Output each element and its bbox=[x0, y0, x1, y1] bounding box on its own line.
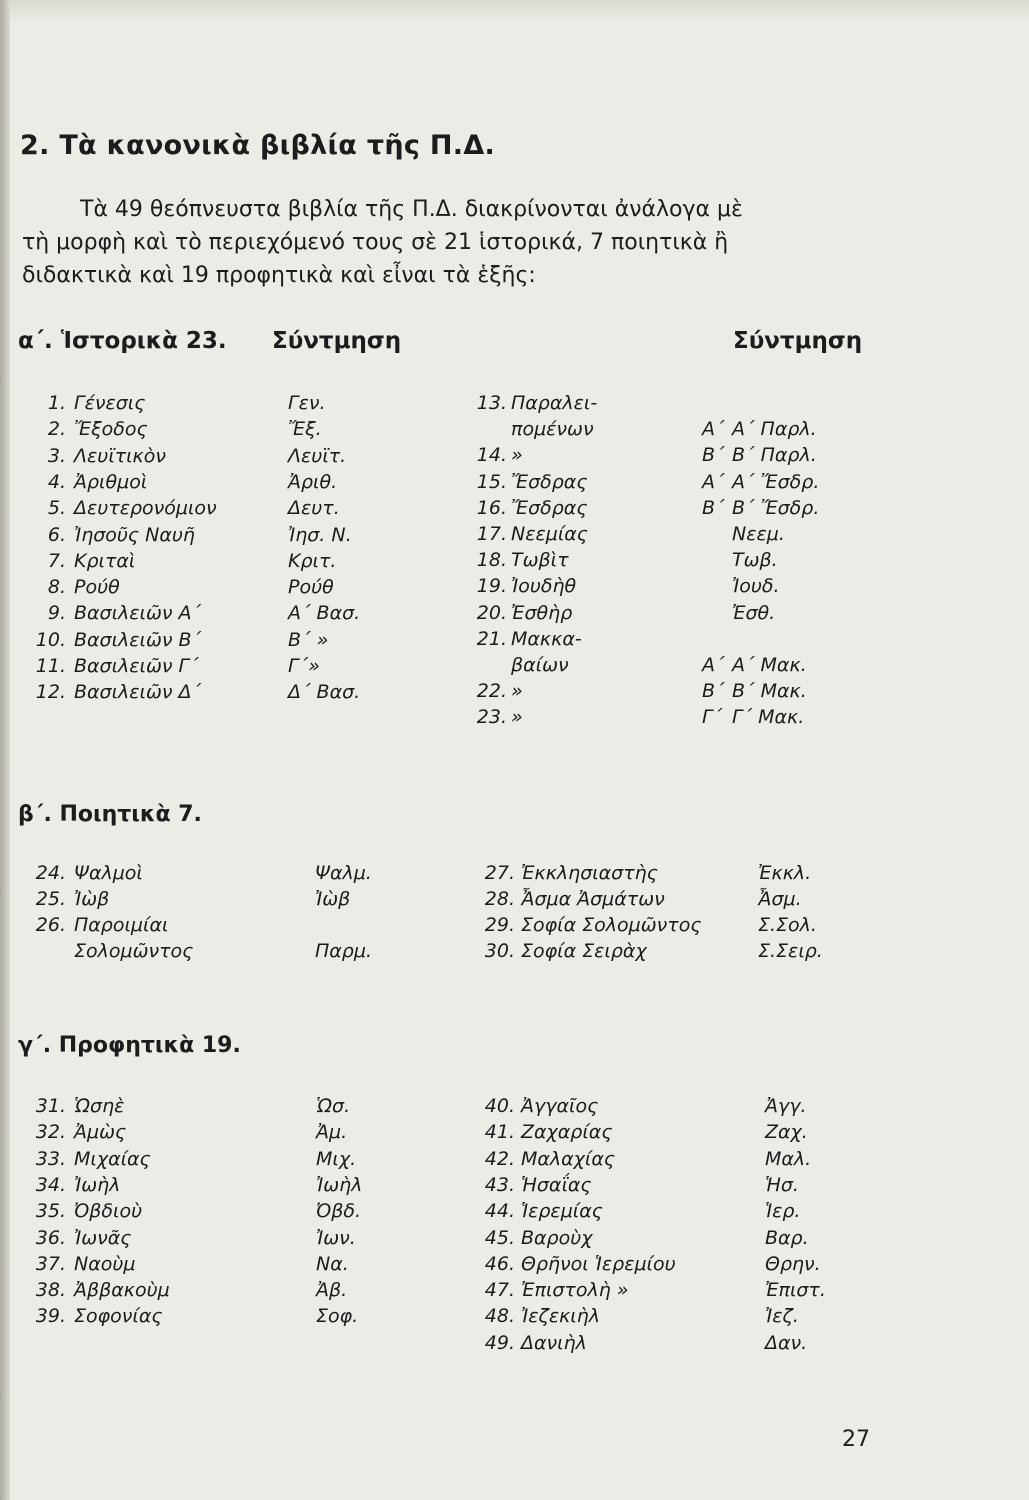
historical-book-left-name: Δευτερονόμιον bbox=[74, 497, 217, 520]
prophetic-book-right-number: 47. bbox=[484, 1279, 515, 1302]
historical-book-right-name: Ἰουδὴθ bbox=[511, 575, 577, 598]
poetic-book-left-number: 24. bbox=[35, 862, 66, 884]
historical-book-left-number: 3. bbox=[47, 444, 66, 467]
poetic-book-left-name: Ἰὼβ bbox=[74, 888, 110, 910]
historical-book-right-name: Νεεμίας bbox=[511, 523, 588, 545]
historical-book-right-abbreviation: Β΄ Μακ. bbox=[732, 680, 807, 703]
historical-book-right-abbreviation: Ἐσθ. bbox=[732, 601, 776, 624]
poetic-book-left-number: 25. bbox=[35, 888, 66, 910]
intro-line-1: Τὰ 49 θεόπνευστα βιβλία τῆς Π.Δ. διακρίνονται ἀνάλογα μὲ bbox=[80, 197, 743, 222]
prophetic-book-left-number: 39. bbox=[35, 1305, 66, 1328]
historical-book-left-number: 11. bbox=[35, 655, 66, 677]
prophetic-book-left-name: Ὡσηὲ bbox=[74, 1095, 125, 1117]
poetic-book-right-number: 28. bbox=[484, 888, 515, 910]
historical-book-left-abbreviation: Ἰησ. Ν. bbox=[288, 523, 352, 546]
historical-book-right-abbreviation: Α΄ Παρλ. bbox=[732, 418, 817, 441]
historical-book-right-volume-mark: Α΄ bbox=[702, 418, 725, 441]
prophetic-book-right-number: 49. bbox=[484, 1331, 515, 1354]
historical-book-left-name: Ἀριθμοὶ bbox=[74, 470, 148, 493]
prophetic-book-right-number: 43. bbox=[484, 1173, 515, 1196]
prophetic-book-left-number: 33. bbox=[35, 1147, 66, 1170]
historical-book-left-name: Ρούθ bbox=[74, 576, 120, 599]
historical-heading: α΄. Ἱστορικὰ 23. bbox=[18, 328, 227, 354]
prophetic-book-right-number: 42. bbox=[484, 1147, 515, 1170]
prophetic-book-left-name: Ἰωὴλ bbox=[74, 1173, 121, 1196]
prophetic-book-left-number: 35. bbox=[35, 1200, 66, 1223]
historical-book-right-volume-mark: Β΄ bbox=[702, 496, 725, 519]
poetic-book-right-number: 29. bbox=[484, 914, 515, 936]
historical-book-left-number: 9. bbox=[47, 602, 66, 625]
prophetic-book-right-abbreviation: Ἀγγ. bbox=[765, 1095, 807, 1117]
poetic-book-left-abbreviation: Ψαλμ. bbox=[315, 862, 372, 884]
historical-book-right-abbreviation: Α΄ Ἔσδρ. bbox=[732, 470, 820, 493]
prophetic-book-left-number: 31. bbox=[35, 1095, 66, 1117]
historical-book-left-abbreviation: Ρούθ bbox=[288, 576, 334, 599]
historical-book-right-name: » bbox=[511, 444, 523, 467]
prophetic-book-left-name: Ἀββακοὺμ bbox=[74, 1279, 170, 1302]
prophetic-book-left-abbreviation: Σοφ. bbox=[316, 1305, 359, 1328]
poetic-book-left-name: Ψαλμοὶ bbox=[74, 862, 143, 884]
historical-abbr-header-left: Σύντμηση bbox=[272, 328, 402, 354]
prophetic-book-right-abbreviation: Ἡσ. bbox=[765, 1173, 799, 1196]
historical-book-right-number: 16. bbox=[476, 496, 507, 519]
prophetic-book-left-abbreviation: Ὡσ. bbox=[316, 1095, 351, 1117]
prophetic-book-left-abbreviation: Ἀμ. bbox=[316, 1121, 348, 1144]
historical-book-right-number: 20. bbox=[476, 601, 507, 624]
prophetic-book-right-name: Μαλαχίας bbox=[521, 1147, 616, 1170]
historical-book-right-name: Ἔσδρας bbox=[511, 496, 588, 519]
prophetic-book-right-number: 48. bbox=[484, 1305, 515, 1328]
historical-book-right-number: 13. bbox=[476, 392, 507, 414]
historical-book-left-number: 7. bbox=[47, 549, 66, 572]
historical-book-right-name: Ἐσθὴρ bbox=[511, 601, 573, 624]
historical-book-right-number: 19. bbox=[476, 575, 507, 598]
prophetic-book-left-abbreviation: Ἰων. bbox=[316, 1226, 356, 1249]
historical-book-left-name: Βασιλειῶν Β΄ bbox=[74, 628, 202, 651]
historical-book-left-name: Ἰησοῦς Ναυῆ bbox=[74, 523, 195, 546]
historical-book-right-volume-mark: Β΄ bbox=[702, 680, 725, 703]
historical-book-left-number: 6. bbox=[47, 523, 66, 546]
prophetic-book-left-name: Ναοὺμ bbox=[74, 1252, 136, 1275]
intro-line-2: τὴ μορφὴ καὶ τὸ περιεχόμενό τους σὲ 21 ἱστορικά, 7 ποιητικὰ ἢ bbox=[22, 230, 729, 255]
poetic-book-left-name: Παροιμίαι bbox=[74, 914, 169, 936]
historical-book-right-name: βαίων bbox=[511, 654, 569, 676]
prophetic-book-right-abbreviation: Δαν. bbox=[765, 1331, 808, 1354]
prophetic-book-right-name: Ἀγγαῖος bbox=[521, 1095, 599, 1117]
historical-book-right-name: » bbox=[511, 680, 523, 703]
prophetic-book-left-name: Ὀβδιοὺ bbox=[74, 1200, 143, 1223]
historical-book-right-volume-mark: Β΄ bbox=[702, 444, 725, 467]
prophetic-book-right-name: Βαροὺχ bbox=[521, 1226, 593, 1249]
prophetic-book-right-abbreviation: Μαλ. bbox=[765, 1147, 812, 1170]
historical-book-left-abbreviation: Κριτ. bbox=[288, 549, 337, 572]
poetic-book-right-name: Ἐκκλησιαστὴς bbox=[521, 862, 658, 884]
prophetic-book-right-number: 40. bbox=[484, 1095, 515, 1117]
poetic-book-right-name: Ἆσμα Ἀσμάτων bbox=[521, 888, 665, 910]
prophetic-book-left-number: 34. bbox=[35, 1173, 66, 1196]
prophetic-book-right-abbreviation: Θρην. bbox=[765, 1252, 821, 1275]
page-edge-shadow bbox=[0, 0, 10, 1500]
historical-book-left-number: 10. bbox=[35, 628, 66, 651]
prophetic-book-left-abbreviation: Να. bbox=[316, 1252, 349, 1275]
historical-book-left-abbreviation: Λευϊτ. bbox=[288, 444, 347, 467]
intro-line-3: διδακτικὰ καὶ 19 προφητικὰ καὶ εἶναι τὰ ἑξῆς: bbox=[22, 263, 536, 288]
prophetic-book-right-abbreviation: Ἱερ. bbox=[765, 1200, 801, 1223]
historical-book-left-name: Βασιλειῶν Α΄ bbox=[74, 602, 202, 625]
prophetic-book-right-abbreviation: Ἐπιστ. bbox=[765, 1279, 826, 1302]
historical-abbr-header-right: Σύντμηση bbox=[733, 328, 863, 354]
prophetic-book-left-number: 32. bbox=[35, 1121, 66, 1144]
prophetic-book-left-abbreviation: Ἀβ. bbox=[316, 1279, 348, 1302]
historical-book-left-name: Ἔξοδος bbox=[74, 418, 148, 441]
historical-book-left-abbreviation: Γ΄» bbox=[288, 655, 320, 677]
poetic-book-left-abbreviation: Παρμ. bbox=[315, 940, 372, 962]
historical-book-left-abbreviation: Α΄ Βασ. bbox=[288, 602, 361, 625]
historical-book-left-number: 4. bbox=[47, 470, 66, 493]
prophetic-book-right-number: 41. bbox=[484, 1121, 515, 1144]
historical-book-right-name: Ἔσδρας bbox=[511, 470, 588, 493]
historical-book-left-abbreviation: Ἀριθ. bbox=[288, 470, 338, 493]
historical-book-right-abbreviation: Β΄ Ἔσδρ. bbox=[732, 496, 820, 519]
historical-book-left-abbreviation: Γεν. bbox=[288, 392, 326, 414]
prophetic-book-left-name: Σοφονίας bbox=[74, 1305, 163, 1328]
historical-book-right-number: 23. bbox=[476, 706, 507, 729]
prophetic-book-right-name: Ἡσαΐας bbox=[521, 1173, 592, 1196]
historical-book-left-name: Βασιλειῶν Γ΄ bbox=[74, 655, 199, 677]
poetic-book-left-number: 26. bbox=[35, 914, 66, 936]
historical-book-right-name: Τωβὶτ bbox=[511, 549, 569, 572]
historical-book-left-abbreviation: Δ΄ Βασ. bbox=[288, 681, 361, 704]
prophetic-book-left-number: 38. bbox=[35, 1279, 66, 1302]
prophetic-book-right-abbreviation: Ζαχ. bbox=[765, 1121, 808, 1144]
historical-book-right-number: 22. bbox=[476, 680, 507, 703]
historical-book-right-name: Μακκα- bbox=[511, 627, 582, 650]
historical-book-right-abbreviation: Τωβ. bbox=[732, 549, 778, 572]
poetic-book-right-abbreviation: Σ.Σειρ. bbox=[758, 940, 823, 962]
poetic-book-left-abbreviation: Ἰὼβ bbox=[315, 888, 351, 910]
prophetic-book-left-abbreviation: Μιχ. bbox=[316, 1147, 357, 1170]
historical-book-right-name: » bbox=[511, 706, 523, 729]
prophetic-book-left-abbreviation: Ἰωὴλ bbox=[316, 1173, 363, 1196]
prophetic-book-left-name: Ἰωνᾶς bbox=[74, 1226, 132, 1249]
poetic-book-right-abbreviation: Ἐκκλ. bbox=[758, 862, 812, 884]
prophetic-heading: γ΄. Προφητικὰ 19. bbox=[18, 1033, 241, 1058]
historical-book-right-number: 17. bbox=[476, 523, 507, 545]
prophetic-book-right-name: Ζαχαρίας bbox=[521, 1121, 613, 1144]
historical-book-right-volume-mark: Α΄ bbox=[702, 470, 725, 493]
prophetic-book-left-abbreviation: Ὀβδ. bbox=[316, 1200, 362, 1223]
poetic-book-right-number: 30. bbox=[484, 940, 515, 962]
historical-book-left-number: 8. bbox=[47, 576, 66, 599]
historical-book-right-number: 21. bbox=[476, 627, 507, 650]
historical-book-right-number: 15. bbox=[476, 470, 507, 493]
prophetic-book-right-name: Ἱερεμίας bbox=[521, 1200, 603, 1223]
historical-book-left-number: 1. bbox=[47, 392, 66, 414]
historical-book-right-abbreviation: Ἰουδ. bbox=[732, 575, 780, 598]
poetic-book-right-name: Σοφία Σειρὰχ bbox=[521, 940, 647, 962]
poetic-book-right-abbreviation: Ἆσμ. bbox=[758, 888, 802, 910]
historical-book-right-name: Παραλει- bbox=[511, 392, 598, 414]
poetic-book-right-number: 27. bbox=[484, 862, 515, 884]
poetic-book-right-name: Σοφία Σολομῶντος bbox=[521, 914, 702, 936]
prophetic-book-left-name: Μιχαίας bbox=[74, 1147, 151, 1170]
prophetic-book-right-abbreviation: Βαρ. bbox=[765, 1226, 809, 1249]
prophetic-book-right-name: Δανιὴλ bbox=[521, 1331, 587, 1354]
page-top-shadow bbox=[0, 0, 1029, 22]
historical-book-left-number: 12. bbox=[35, 681, 66, 704]
poetic-heading: β΄. Ποιητικὰ 7. bbox=[18, 802, 202, 827]
historical-book-right-abbreviation: Β΄ Παρλ. bbox=[732, 444, 817, 467]
prophetic-book-right-name: Θρῆνοι Ἱερεμίου bbox=[521, 1252, 676, 1275]
historical-book-left-abbreviation: Β΄ » bbox=[288, 628, 329, 651]
historical-book-right-number: 14. bbox=[476, 444, 507, 467]
prophetic-book-right-abbreviation: Ἰεζ. bbox=[765, 1305, 799, 1328]
prophetic-book-right-number: 46. bbox=[484, 1252, 515, 1275]
historical-book-right-abbreviation: Γ΄ Μακ. bbox=[732, 706, 805, 729]
historical-book-left-abbreviation: Ἔξ. bbox=[288, 418, 322, 441]
prophetic-book-right-name: Ἐπιστολὴ » bbox=[521, 1279, 629, 1302]
poetic-book-right-abbreviation: Σ.Σολ. bbox=[758, 914, 817, 936]
historical-book-left-name: Κριταὶ bbox=[74, 549, 136, 572]
prophetic-book-right-name: Ἰεζεκιὴλ bbox=[521, 1305, 601, 1328]
historical-book-right-volume-mark: Α΄ bbox=[702, 654, 725, 676]
historical-book-left-name: Γένεσις bbox=[74, 392, 146, 414]
section-title: 2. Τὰ κανονικὰ βιβλία τῆς Π.Δ. bbox=[20, 130, 496, 161]
prophetic-book-right-number: 44. bbox=[484, 1200, 515, 1223]
prophetic-book-left-name: Ἀμὼς bbox=[74, 1121, 127, 1144]
historical-book-left-abbreviation: Δευτ. bbox=[288, 497, 340, 520]
historical-book-left-number: 5. bbox=[47, 497, 66, 520]
prophetic-book-left-number: 37. bbox=[35, 1252, 66, 1275]
historical-book-right-abbreviation: Νεεμ. bbox=[732, 523, 785, 545]
historical-book-left-name: Λευϊτικὸν bbox=[74, 444, 166, 467]
historical-book-right-abbreviation: Α΄ Μακ. bbox=[732, 654, 807, 676]
historical-book-left-name: Βασιλειῶν Δ΄ bbox=[74, 681, 202, 704]
prophetic-book-right-number: 45. bbox=[484, 1226, 515, 1249]
historical-book-right-name: πομένων bbox=[511, 418, 594, 441]
poetic-book-left-name: Σολομῶντος bbox=[74, 940, 194, 962]
historical-book-right-number: 18. bbox=[476, 549, 507, 572]
page-number: 27 bbox=[842, 1427, 870, 1452]
historical-book-left-number: 2. bbox=[47, 418, 66, 441]
historical-book-right-volume-mark: Γ΄ bbox=[702, 706, 723, 729]
prophetic-book-left-number: 36. bbox=[35, 1226, 66, 1249]
